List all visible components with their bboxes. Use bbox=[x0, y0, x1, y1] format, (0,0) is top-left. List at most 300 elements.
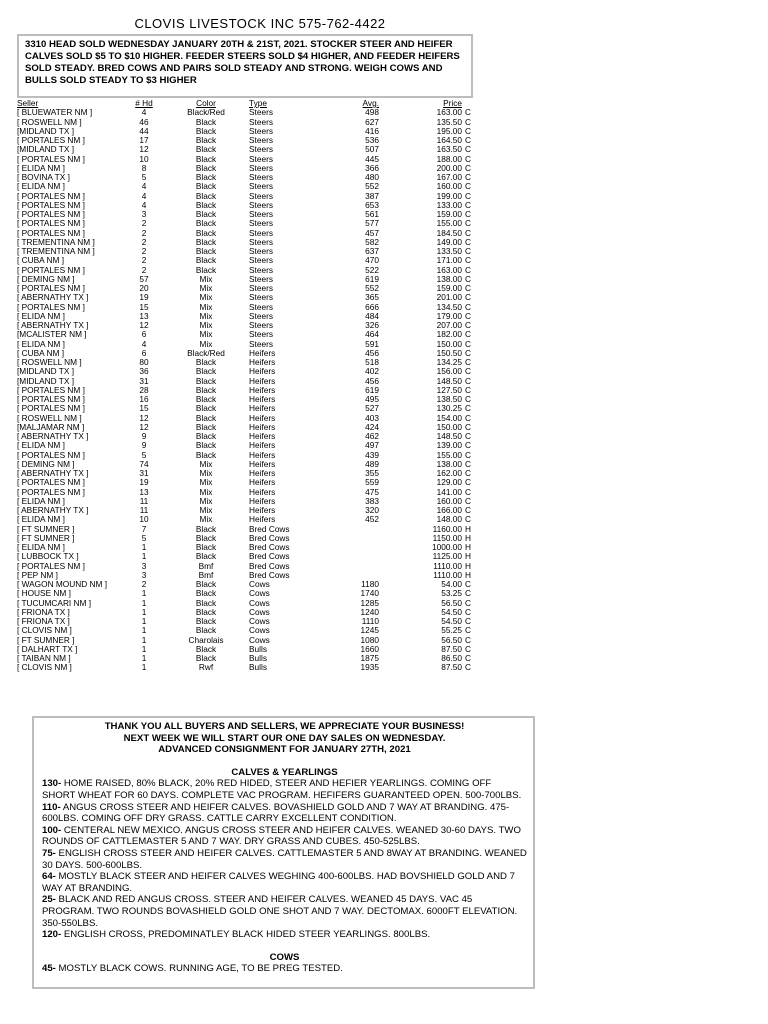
header-seller: Seller bbox=[17, 98, 39, 108]
color-cell: Black bbox=[195, 384, 217, 395]
avg-weight-cell: 497 bbox=[365, 440, 379, 451]
advanced-consignment-heading: ADVANCED CONSIGNMENT FOR JANUARY 27TH, 2021 bbox=[158, 744, 411, 756]
color-cell: Black bbox=[195, 421, 217, 432]
head-count-cell: 2 bbox=[141, 264, 147, 275]
head-count-cell: 1 bbox=[141, 606, 147, 617]
price-cell: 163.00 bbox=[436, 264, 462, 275]
consignment-description: ENGLISH CROSS, PREDOMINATLEY BLACK HIDED STEER YEARLINGS. 800LBS. bbox=[63, 929, 431, 941]
consignment-item bbox=[42, 778, 527, 801]
head-count-cell: 2 bbox=[141, 255, 147, 266]
price-unit-cell: C bbox=[465, 227, 471, 238]
price-unit-cell: C bbox=[465, 643, 471, 654]
head-count-cell: 36 bbox=[139, 366, 149, 377]
color-cell: Black bbox=[195, 588, 217, 599]
price-cell: 133.00 bbox=[436, 199, 462, 210]
type-cell: Steers bbox=[249, 144, 273, 155]
head-count-cell: 6 bbox=[141, 347, 147, 358]
avg-weight-cell: 1080 bbox=[360, 634, 379, 645]
avg-weight-cell: 1245 bbox=[360, 625, 379, 636]
color-cell: Black bbox=[195, 209, 217, 219]
consignment-count: 45- bbox=[42, 963, 56, 975]
head-count-cell: 8 bbox=[141, 162, 147, 173]
price-unit-cell: C bbox=[465, 199, 471, 210]
consignment-item bbox=[42, 848, 527, 871]
seller-cell: [ ROSWELL NM ] bbox=[17, 116, 82, 127]
type-cell: Steers bbox=[249, 227, 273, 238]
seller-cell: [ DEMING NM ] bbox=[17, 458, 75, 469]
color-cell: Mix bbox=[199, 458, 213, 469]
price-cell: 159.00 bbox=[436, 283, 462, 293]
price-cell: 129.00 bbox=[436, 477, 462, 488]
price-cell: 134.50 bbox=[436, 301, 462, 312]
seller-cell: [ PORTALES NM ] bbox=[17, 394, 85, 404]
color-cell: Mix bbox=[199, 468, 213, 478]
head-count-cell: 74 bbox=[139, 458, 149, 469]
seller-cell: [ CLOVIS NM ] bbox=[17, 662, 72, 673]
avg-weight-cell: 365 bbox=[365, 292, 379, 303]
type-cell: Steers bbox=[249, 273, 273, 284]
price-unit-cell: C bbox=[465, 255, 471, 266]
price-unit-cell: C bbox=[465, 246, 471, 256]
seller-cell: [ ABERNATHY TX ] bbox=[17, 505, 89, 515]
avg-weight-cell: 456 bbox=[365, 347, 379, 358]
head-count-cell: 3 bbox=[141, 209, 147, 219]
type-cell: Bulls bbox=[249, 643, 267, 654]
color-cell: Black bbox=[195, 366, 217, 377]
price-unit-cell: C bbox=[465, 273, 471, 284]
price-unit-cell: C bbox=[465, 616, 471, 626]
seller-cell: [ PORTALES NM ] bbox=[17, 227, 85, 238]
seller-cell: [ DALHART TX ] bbox=[17, 643, 78, 654]
head-count-cell: 1 bbox=[141, 643, 147, 654]
seller-cell: [MIDLAND TX ] bbox=[17, 144, 75, 155]
seller-cell: [ ELIDA NM ] bbox=[17, 440, 65, 451]
price-unit-cell: C bbox=[465, 440, 471, 451]
color-cell: Black bbox=[195, 144, 217, 155]
seller-cell: [ CUBA NM ] bbox=[17, 347, 65, 358]
seller-cell: [ TREMENTINA NM ] bbox=[17, 246, 95, 256]
type-cell: Heifers bbox=[249, 394, 276, 404]
consignment-count: 75- bbox=[42, 847, 56, 859]
price-cell: 53.25 bbox=[441, 588, 462, 599]
price-cell: 195.00 bbox=[436, 125, 462, 136]
seller-cell: [ ELIDA NM ] bbox=[17, 514, 65, 525]
price-cell: 148.50 bbox=[436, 431, 462, 441]
color-cell: Black bbox=[195, 162, 217, 173]
price-unit-cell: C bbox=[465, 236, 471, 247]
consignment-item bbox=[42, 929, 527, 941]
color-cell: Black bbox=[195, 227, 217, 238]
price-unit-cell: H bbox=[465, 560, 471, 571]
price-cell: 138.00 bbox=[436, 273, 462, 284]
type-cell: Heifers bbox=[249, 412, 276, 423]
price-cell: 127.50 bbox=[436, 384, 462, 395]
price-unit-cell: C bbox=[465, 505, 471, 515]
seller-cell: [ DEMING NM ] bbox=[17, 273, 75, 284]
price-unit-cell: C bbox=[465, 135, 471, 145]
head-count-cell: 5 bbox=[141, 172, 147, 182]
price-cell: 148.50 bbox=[436, 375, 462, 386]
price-cell: 163.50 bbox=[436, 144, 462, 155]
avg-weight-cell: 559 bbox=[365, 477, 379, 488]
avg-weight-cell: 1935 bbox=[360, 662, 379, 673]
color-cell: Mix bbox=[199, 320, 213, 330]
seller-cell: [ PORTALES NM ] bbox=[17, 283, 85, 293]
seller-cell: [ TAIBAN NM ] bbox=[17, 653, 71, 663]
color-cell: Mix bbox=[199, 329, 213, 340]
seller-cell: [ ELIDA NM ] bbox=[17, 495, 65, 506]
head-count-cell: 1 bbox=[141, 616, 147, 626]
avg-weight-cell: 1660 bbox=[360, 643, 379, 654]
seller-cell: [MALJAMAR NM ] bbox=[17, 421, 85, 432]
seller-cell: [ PORTALES NM ] bbox=[17, 153, 85, 164]
price-cell: 207.00 bbox=[436, 320, 462, 330]
price-cell: 54.50 bbox=[441, 616, 462, 626]
avg-weight-cell: 445 bbox=[365, 153, 379, 164]
price-unit-cell: H bbox=[465, 542, 471, 552]
avg-weight-cell: 495 bbox=[365, 394, 379, 404]
seller-cell: [ CUBA NM ] bbox=[17, 255, 65, 266]
avg-weight-cell: 403 bbox=[365, 412, 379, 423]
seller-cell: [ PORTALES NM ] bbox=[17, 384, 85, 395]
avg-weight-cell: 552 bbox=[365, 181, 379, 192]
avg-weight-cell: 452 bbox=[365, 514, 379, 525]
color-cell: Black bbox=[195, 653, 217, 663]
price-unit-cell: C bbox=[465, 366, 471, 377]
head-count-cell: 4 bbox=[141, 107, 147, 118]
head-count-cell: 13 bbox=[139, 486, 149, 497]
type-cell: Heifers bbox=[249, 421, 276, 432]
price-unit-cell: C bbox=[465, 579, 471, 589]
price-unit-cell: C bbox=[465, 283, 471, 293]
avg-weight-cell: 326 bbox=[365, 320, 379, 330]
type-cell: Steers bbox=[249, 283, 273, 293]
head-count-cell: 46 bbox=[139, 116, 149, 127]
head-count-cell: 1 bbox=[141, 542, 147, 552]
price-cell: 134.25 bbox=[436, 357, 462, 367]
color-cell: Black bbox=[195, 181, 217, 192]
color-cell: Mix bbox=[199, 495, 213, 506]
avg-weight-cell: 1240 bbox=[360, 606, 379, 617]
type-cell: Steers bbox=[249, 172, 273, 182]
color-cell: Black bbox=[195, 357, 217, 367]
head-count-cell: 2 bbox=[141, 236, 147, 247]
type-cell: Steers bbox=[249, 292, 273, 303]
head-count-cell: 9 bbox=[141, 440, 147, 451]
color-cell: Black bbox=[195, 403, 217, 414]
price-unit-cell: C bbox=[465, 384, 471, 395]
color-cell: Bmf bbox=[198, 569, 214, 580]
price-cell: 160.00 bbox=[436, 181, 462, 192]
type-cell: Steers bbox=[249, 199, 273, 210]
price-unit-cell: C bbox=[465, 486, 471, 497]
seller-cell: [ BOVINA TX ] bbox=[17, 172, 70, 182]
price-cell: 167.00 bbox=[436, 172, 462, 182]
price-unit-cell: C bbox=[465, 209, 471, 219]
consignment-description: HOME RAISED, 80% BLACK, 20% RED HIDED, STEER AND HEFIER YEARLINGS. COMING OFF SHORT WHEAT FOR 60 DAYS. COMPLETE VAC PROGRAM. HEFIFERS GUARANTEED OPEN. 500-700LBS. bbox=[42, 778, 522, 801]
price-cell: 155.00 bbox=[436, 449, 462, 460]
type-cell: Steers bbox=[249, 107, 273, 118]
color-cell: Black bbox=[195, 551, 217, 562]
head-count-cell: 28 bbox=[139, 384, 149, 395]
seller-cell: [MCALISTER NM ] bbox=[17, 329, 87, 340]
head-count-cell: 1 bbox=[141, 662, 147, 673]
color-cell: Rwf bbox=[198, 662, 214, 673]
type-cell: Heifers bbox=[249, 440, 276, 451]
price-unit-cell: C bbox=[465, 662, 471, 673]
price-cell: 150.00 bbox=[436, 421, 462, 432]
price-cell: 164.50 bbox=[436, 135, 462, 145]
type-cell: Heifers bbox=[249, 505, 276, 515]
price-cell: 188.00 bbox=[436, 153, 462, 164]
consignment-count: 25- bbox=[42, 894, 56, 906]
avg-weight-cell: 518 bbox=[365, 357, 379, 367]
price-cell: 163.00 bbox=[436, 107, 462, 118]
color-cell: Mix bbox=[199, 292, 213, 303]
price-cell: 1125.00 bbox=[432, 551, 462, 562]
price-unit-cell: H bbox=[465, 532, 471, 543]
price-unit-cell: C bbox=[465, 588, 471, 599]
seller-cell: [ ABERNATHY TX ] bbox=[17, 292, 89, 303]
header-color: Color bbox=[196, 98, 216, 108]
avg-weight-cell: 480 bbox=[365, 172, 379, 182]
consignment-description: BLACK AND RED ANGUS CROSS. STEER AND HEIFER CALVES. WEANED 45 DAYS. VAC 45 PROGRAM. TWO ROUNDS BOVASHIELD GOLD ONE SHOT AND 7 WAY. DECTOMAX. 6000FT ELEVATION. 350-550LBS. bbox=[42, 894, 518, 929]
calves-heading: CALVES & YEARLINGS bbox=[231, 766, 338, 778]
avg-weight-cell: 522 bbox=[365, 264, 379, 275]
price-cell: 86.50 bbox=[441, 653, 462, 663]
seller-cell: [MIDLAND TX ] bbox=[17, 125, 75, 136]
type-cell: Bred Cows bbox=[249, 542, 290, 552]
type-cell: Heifers bbox=[249, 384, 276, 395]
price-unit-cell: C bbox=[465, 264, 471, 275]
avg-weight-cell: 507 bbox=[365, 144, 379, 155]
head-count-cell: 1 bbox=[141, 634, 147, 645]
sale-summary: 3310 HEAD SOLD WEDNESDAY JANUARY 20TH & 21ST, 2021. STOCKER STEER AND HEIFER CALVES SOLD $5 TO $10 HIGHER. FEEDER STEERS SOLD $4 HIGHER, AND FEEDER HEIFERS SOLD STEADY. BRED COWS AND PAIRS SOLD STEADY AND STRONG. WEIGH COWS AND BULLS SOLD STEADY TO $3 HIGHER bbox=[17, 34, 473, 98]
price-cell: 166.00 bbox=[436, 505, 462, 515]
seller-cell: [ FRIONA TX ] bbox=[17, 616, 70, 626]
color-cell: Black bbox=[195, 116, 217, 127]
head-count-cell: 10 bbox=[139, 514, 149, 525]
type-cell: Cows bbox=[249, 588, 270, 599]
type-cell: Steers bbox=[249, 135, 273, 145]
seller-cell: [ HOUSE NM ] bbox=[17, 588, 71, 599]
price-cell: 1110.00 bbox=[433, 560, 462, 571]
color-cell: Mix bbox=[199, 338, 213, 349]
head-count-cell: 16 bbox=[139, 394, 149, 404]
price-unit-cell: C bbox=[465, 375, 471, 386]
price-unit-cell: C bbox=[465, 320, 471, 330]
price-cell: 160.00 bbox=[436, 495, 462, 506]
head-count-cell: 5 bbox=[141, 449, 147, 460]
price-cell: 156.00 bbox=[436, 366, 462, 377]
price-cell: 150.50 bbox=[436, 347, 462, 358]
price-cell: 182.00 bbox=[436, 329, 462, 340]
seller-cell: [ PORTALES NM ] bbox=[17, 477, 85, 488]
color-cell: Black bbox=[195, 532, 217, 543]
color-cell: Black bbox=[195, 255, 217, 266]
type-cell: Heifers bbox=[249, 403, 276, 414]
price-cell: 56.50 bbox=[441, 597, 462, 608]
price-unit-cell: C bbox=[465, 338, 471, 349]
consignment-item bbox=[42, 825, 527, 848]
head-count-cell: 19 bbox=[139, 477, 149, 488]
seller-cell: [ ABERNATHY TX ] bbox=[17, 431, 89, 441]
price-unit-cell: C bbox=[465, 421, 471, 432]
type-cell: Heifers bbox=[249, 449, 276, 460]
color-cell: Black bbox=[195, 375, 217, 386]
color-cell: Black bbox=[195, 625, 217, 636]
avg-weight-cell: 457 bbox=[365, 227, 379, 238]
color-cell: Black bbox=[195, 440, 217, 451]
avg-weight-cell: 627 bbox=[365, 116, 379, 127]
head-count-cell: 44 bbox=[139, 125, 149, 136]
price-unit-cell: H bbox=[465, 551, 471, 562]
type-cell: Heifers bbox=[249, 357, 276, 367]
avg-weight-cell: 582 bbox=[365, 236, 379, 247]
price-cell: 87.50 bbox=[441, 662, 462, 673]
head-count-cell: 5 bbox=[141, 532, 147, 543]
type-cell: Steers bbox=[249, 153, 273, 164]
color-cell: Black bbox=[195, 542, 217, 552]
seller-cell: [ PORTALES NM ] bbox=[17, 403, 85, 414]
color-cell: Mix bbox=[199, 301, 213, 312]
avg-weight-cell: 536 bbox=[365, 135, 379, 145]
avg-weight-cell: 355 bbox=[365, 468, 379, 478]
consignment-description: MOSTLY BLACK STEER AND HEIFER CALVES WEGHING 400-600LBS. HAD BOVSHIELD GOLD AND 7 WAY AT BRANDING. bbox=[42, 871, 515, 894]
price-cell: 162.00 bbox=[436, 468, 462, 478]
price-unit-cell: C bbox=[465, 606, 471, 617]
consignment-list bbox=[42, 778, 527, 940]
avg-weight-cell: 424 bbox=[365, 421, 379, 432]
price-cell: 155.00 bbox=[436, 218, 462, 229]
avg-weight-cell: 619 bbox=[365, 273, 379, 284]
price-unit-cell: H bbox=[465, 569, 471, 580]
price-cell: 1110.00 bbox=[433, 569, 462, 580]
table-row bbox=[17, 663, 487, 672]
avg-weight-cell: 527 bbox=[365, 403, 379, 414]
page-title: CLOVIS LIVESTOCK INC 575-762-4422 bbox=[134, 16, 386, 31]
avg-weight-cell: 666 bbox=[365, 301, 379, 312]
price-cell: 171.00 bbox=[436, 255, 462, 266]
color-cell: Black/Red bbox=[187, 107, 225, 118]
price-cell: 159.00 bbox=[436, 209, 462, 219]
price-cell: 184.50 bbox=[436, 227, 462, 238]
type-cell: Cows bbox=[249, 597, 270, 608]
seller-cell: [ PORTALES NM ] bbox=[17, 560, 85, 571]
head-count-cell: 9 bbox=[141, 431, 147, 441]
seller-cell: [MIDLAND TX ] bbox=[17, 375, 75, 386]
seller-cell: [ FT SUMNER ] bbox=[17, 532, 75, 543]
price-unit-cell: C bbox=[465, 477, 471, 488]
avg-weight-cell: 1285 bbox=[360, 597, 379, 608]
price-cell: 138.50 bbox=[436, 394, 462, 404]
seller-cell: [ FT SUMNER ] bbox=[17, 523, 75, 534]
consignment-item bbox=[42, 894, 527, 929]
type-cell: Bulls bbox=[249, 662, 267, 673]
price-cell: 199.00 bbox=[436, 190, 462, 201]
price-unit-cell: C bbox=[465, 190, 471, 201]
color-cell: Black bbox=[195, 264, 217, 275]
avg-weight-cell: 387 bbox=[365, 190, 379, 201]
price-cell: 201.00 bbox=[436, 292, 462, 303]
price-unit-cell: C bbox=[465, 597, 471, 608]
head-count-cell: 31 bbox=[139, 375, 149, 386]
type-cell: Steers bbox=[249, 162, 273, 173]
head-count-cell: 57 bbox=[139, 273, 149, 284]
price-unit-cell: C bbox=[465, 172, 471, 182]
seller-cell: [ ELIDA NM ] bbox=[17, 310, 65, 321]
header-avg-weight: Avg. bbox=[362, 98, 379, 108]
price-unit-cell: C bbox=[465, 653, 471, 663]
consignment-count: 130- bbox=[42, 778, 62, 790]
color-cell: Black bbox=[195, 172, 217, 182]
color-cell: Mix bbox=[199, 477, 213, 488]
consignment-item bbox=[42, 871, 527, 894]
head-count-cell: 4 bbox=[141, 199, 147, 210]
type-cell: Bred Cows bbox=[249, 532, 290, 543]
price-cell: 54.00 bbox=[441, 579, 462, 589]
color-cell: Mix bbox=[199, 283, 213, 293]
price-unit-cell: C bbox=[465, 162, 471, 173]
color-cell: Black bbox=[195, 616, 217, 626]
consignment-item bbox=[42, 963, 527, 975]
consignment-description: MOSTLY BLACK COWS. RUNNING AGE, TO BE PREG TESTED. bbox=[58, 963, 343, 975]
color-cell: Black bbox=[195, 597, 217, 608]
sale-results-table bbox=[17, 99, 487, 673]
type-cell: Steers bbox=[249, 246, 273, 256]
type-cell: Heifers bbox=[249, 495, 276, 506]
type-cell: Steers bbox=[249, 125, 273, 136]
consignment-description: ENGLISH CROSS STEER AND HEIFER CALVES. CATTLEMASTER 5 AND 8WAY AT BRANDING. WEANED 30 DAYS. 500-600LBS. bbox=[42, 847, 527, 871]
color-cell: Black bbox=[195, 449, 217, 460]
color-cell: Black bbox=[195, 606, 217, 617]
cows-heading: COWS bbox=[269, 951, 300, 963]
color-cell: Black bbox=[195, 190, 217, 201]
color-cell: Black bbox=[195, 523, 217, 534]
avg-weight-cell: 653 bbox=[365, 199, 379, 210]
avg-weight-cell: 1875 bbox=[360, 653, 379, 663]
seller-cell: [ PORTALES NM ] bbox=[17, 209, 85, 219]
price-cell: 133.50 bbox=[436, 246, 462, 256]
avg-weight-cell: 1110 bbox=[361, 616, 379, 626]
color-cell: Black/Red bbox=[187, 347, 225, 358]
avg-weight-cell: 456 bbox=[365, 375, 379, 386]
price-unit-cell: C bbox=[465, 634, 471, 645]
avg-weight-cell: 464 bbox=[365, 329, 379, 340]
consignment-count: 100- bbox=[42, 824, 62, 836]
head-count-cell: 10 bbox=[139, 153, 149, 164]
type-cell: Steers bbox=[249, 264, 273, 275]
type-cell: Steers bbox=[249, 255, 273, 266]
seller-cell: [ PORTALES NM ] bbox=[17, 264, 85, 275]
consignment-count: 120- bbox=[42, 929, 62, 941]
color-cell: Black bbox=[195, 125, 217, 136]
color-cell: Black bbox=[195, 218, 217, 229]
price-unit-cell: C bbox=[465, 181, 471, 192]
price-unit-cell: C bbox=[465, 625, 471, 636]
head-count-cell: 4 bbox=[141, 181, 147, 192]
color-cell: Black bbox=[195, 412, 217, 423]
type-cell: Steers bbox=[249, 310, 273, 321]
type-cell: Steers bbox=[249, 181, 273, 192]
type-cell: Bred Cows bbox=[249, 551, 290, 562]
avg-weight-cell: 462 bbox=[365, 431, 379, 441]
head-count-cell: 7 bbox=[141, 523, 147, 534]
seller-cell: [ WAGON MOUND NM ] bbox=[17, 579, 108, 589]
consignment-description: CENTERAL NEW MEXICO. ANGUS CROSS STEER AND HEIFER CALVES. WEANED 30-60 DAYS. TWO ROUNDS OF CATTLEMASTER 5 AND 7 WAY. DRY GRASS AND CUBES. 450-525LBS. bbox=[42, 824, 521, 848]
price-unit-cell: C bbox=[465, 495, 471, 506]
head-count-cell: 1 bbox=[141, 625, 147, 636]
